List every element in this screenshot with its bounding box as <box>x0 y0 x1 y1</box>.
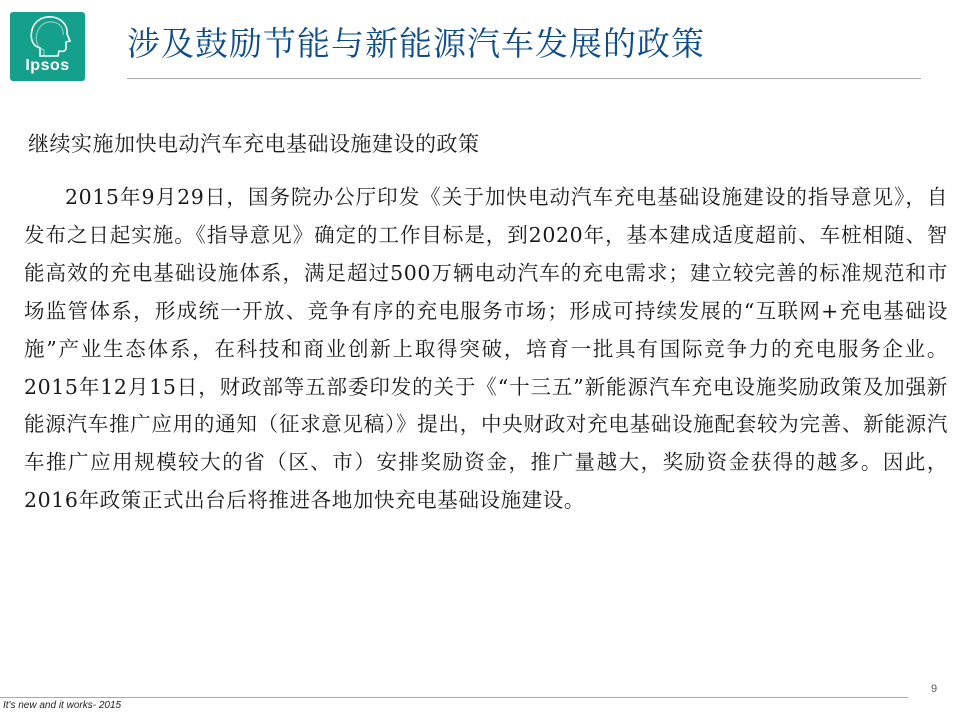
ipsos-logo <box>10 12 85 81</box>
logo-text: Ipsos <box>25 57 70 74</box>
footer-divider <box>0 697 908 698</box>
page-title: 涉及鼓励节能与新能源汽车发展的政策 <box>127 24 705 63</box>
body-paragraph: 2015年9月29日，国务院办公厅印发《关于加快电动汽车充电基础设施建设的指导意见》，自发布之日起实施。《指导意见》确定的工作目标是，到2020年，基本建成适度超前、车桩相随、智能高效的充电基础设施体系，满足超过500万辆电动汽车的充电需求；建立较完善的标准规范和市场监管体系，形成统一开放、竞争有序的充电服务市场；形成可持续发展的“互联网+充电基础设施”产业生态体系，在科技和商业创新上取得突破，培育一批具有国际竞争力的充电服务企业。2015年12月15日，财政部等五部委印发的关于《“十三五”新能源汽车充电设施奖励政策及加强新能源汽车推广应用的通知（征求意见稿）》提出，中央财政对充电基础设施配套较为完善、新能源汽车推广应用规模较大的省（区、市）安排奖励资金，推广量越大，奖励资金获得的越多。因此，2016年政策正式出台后将推进各地加快充电基础设施建设。 <box>24 185 948 513</box>
footer-tagline: It's new and it works- 2015 <box>3 700 122 711</box>
section-subtitle: 继续实施加快电动汽车充电基础设施建设的政策 <box>28 132 480 156</box>
page-number: 9 <box>931 683 938 695</box>
title-divider <box>127 78 921 79</box>
